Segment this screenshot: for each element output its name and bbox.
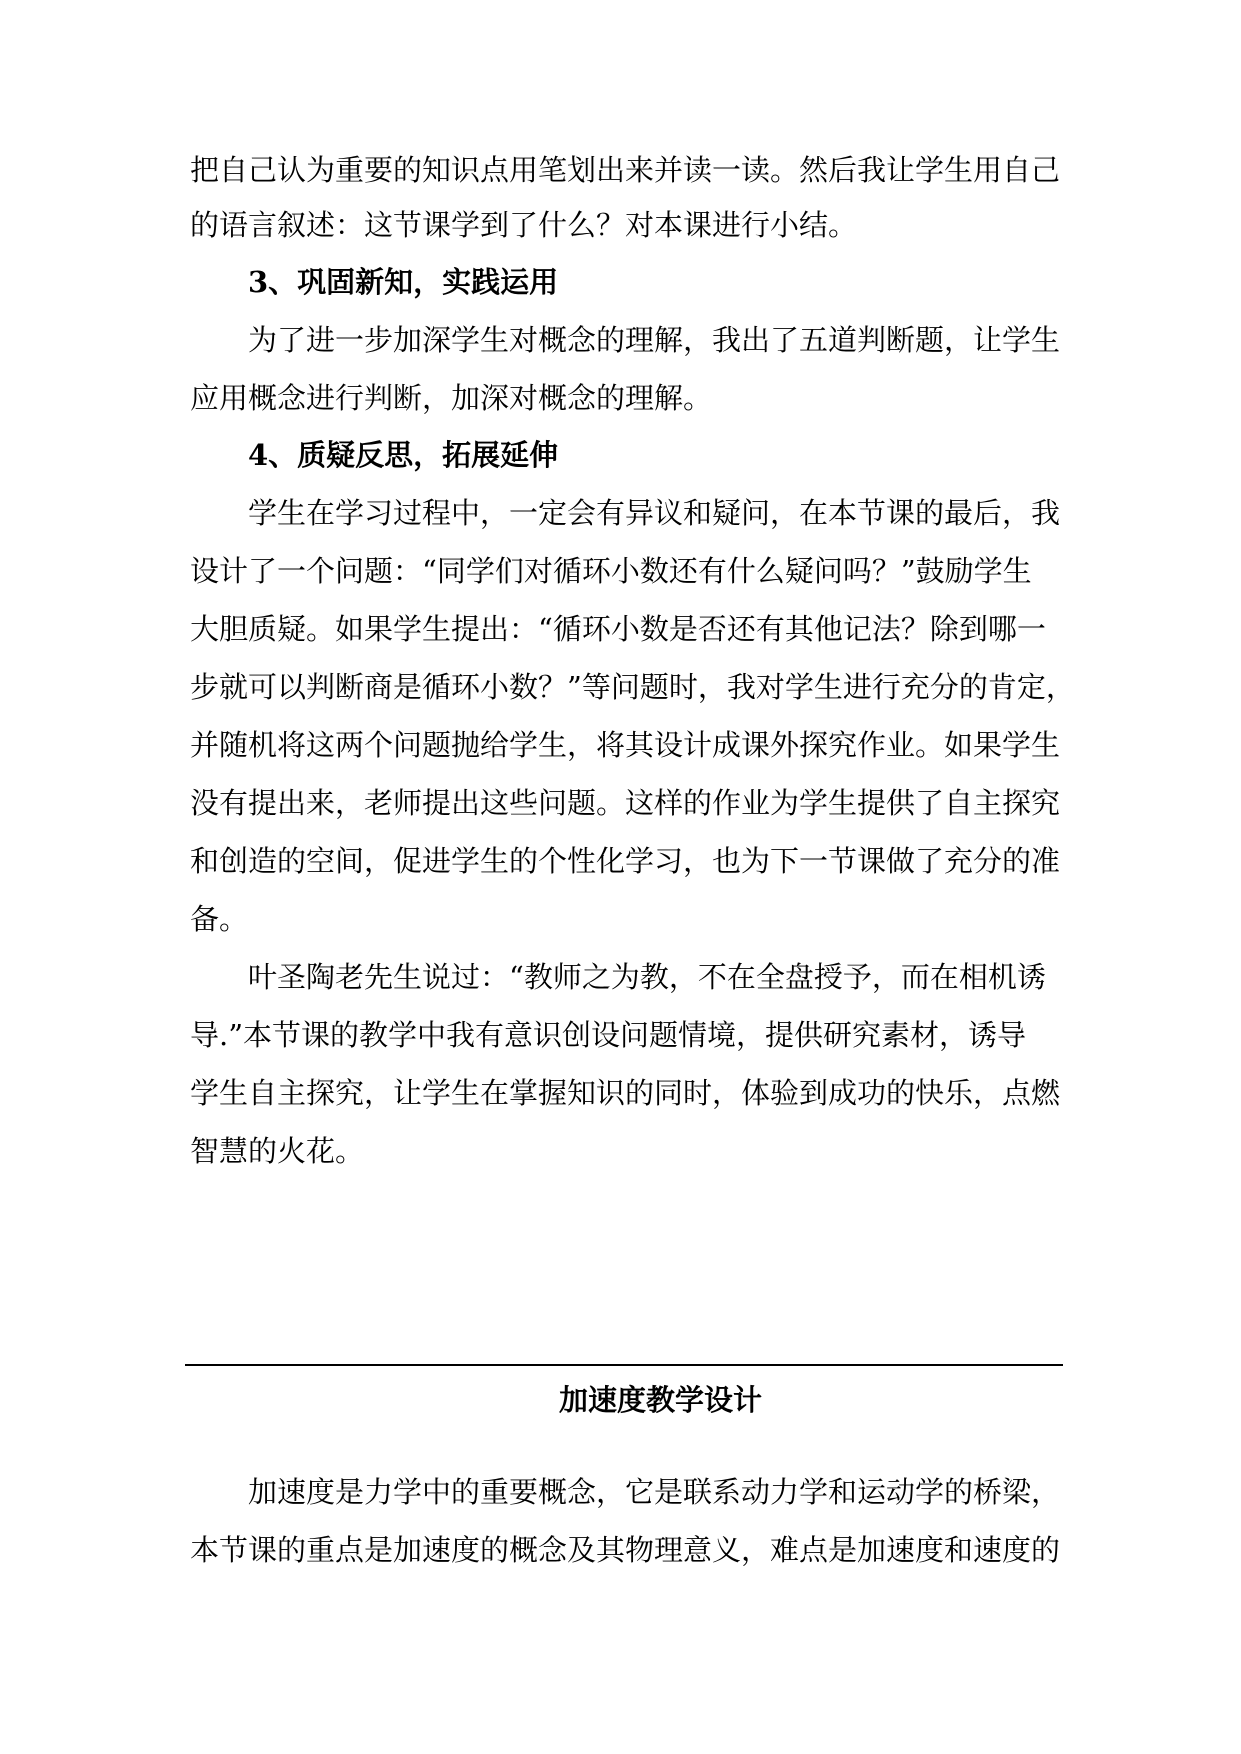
document-title: 加速度教学设计 [558,1383,762,1417]
paragraph-line: 设计了一个问题：“同学们对循环小数还有什么疑问吗？”鼓励学生 [190,554,1032,588]
paragraph-line: 的语言叙述：这节课学到了什么？对本课进行小结。 [190,208,858,242]
section-heading: 4、质疑反思，拓展延伸 [248,438,559,472]
paragraph-line: 大胆质疑。如果学生提出：“循环小数是否还有其他记法？除到哪一 [190,612,1046,646]
paragraph-line: 叶圣陶老先生说过：“教师之为教，不在全盘授予，而在相机诱 [248,960,1046,994]
paragraph-line: 学生自主探究，让学生在掌握知识的同时，体验到成功的快乐，点燃 [190,1076,1061,1110]
paragraph-line: 应用概念进行判断，加深对概念的理解。 [190,381,713,415]
section-heading: 3、巩固新知，实践运用 [248,265,559,299]
paragraph-line: 和创造的空间，促进学生的个性化学习，也为下一节课做了充分的准 [190,844,1061,878]
paragraph-line: 备。 [190,902,249,936]
paragraph-line: 并随机将这两个问题抛给学生，将其设计成课外探究作业。如果学生 [190,728,1061,762]
paragraph-line: 本节课的重点是加速度的概念及其物理意义，难点是加速度和速度的 [190,1533,1061,1567]
paragraph-line: 步就可以判断商是循环小数？”等问题时，我对学生进行充分的肯定， [190,670,1075,704]
paragraph-line: 把自己认为重要的知识点用笔划出来并读一读。然后我让学生用自己 [190,153,1061,187]
paragraph-line: 为了进一步加深学生对概念的理解，我出了五道判断题，让学生 [248,323,1061,357]
horizontal-divider [185,1364,1063,1366]
paragraph-line: 没有提出来，老师提出这些问题。这样的作业为学生提供了自主探究 [190,786,1061,820]
paragraph-line: 导.”本节课的教学中我有意识创设问题情境，提供研究素材，诱导 [190,1018,1027,1052]
paragraph-line: 加速度是力学中的重要概念，它是联系动力学和运动学的桥梁， [248,1475,1061,1509]
paragraph-line: 智慧的火花。 [190,1134,365,1168]
paragraph-line: 学生在学习过程中，一定会有异议和疑问，在本节课的最后，我 [248,496,1061,530]
